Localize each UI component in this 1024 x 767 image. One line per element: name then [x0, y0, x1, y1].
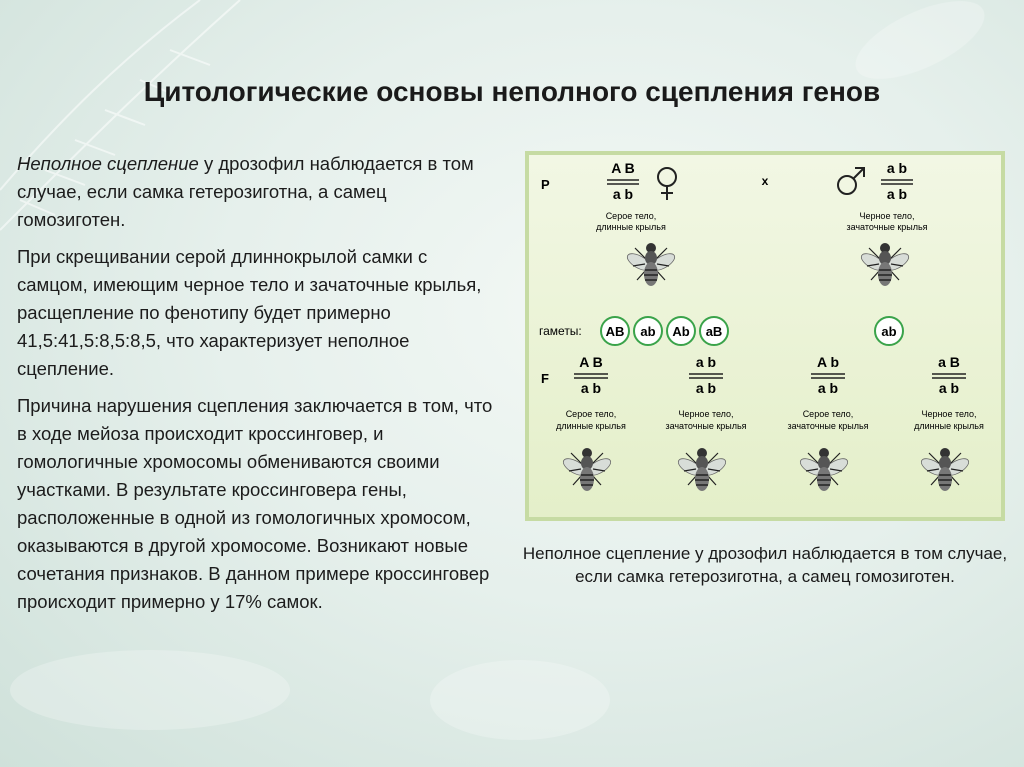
term-incomplete-linkage: Неполное сцепление	[17, 153, 199, 174]
offspring-phenotype-2: длинные крылья	[556, 421, 626, 431]
female-fly-icon	[625, 243, 678, 286]
offspring-fly-icon	[676, 448, 729, 491]
male-fly-icon	[859, 243, 912, 286]
cross-symbol: x	[761, 174, 769, 188]
male-phenotype-2: зачаточные крылья	[846, 222, 928, 232]
offspring-phenotype-1: Черное тело,	[678, 409, 734, 419]
male-symbol-icon	[838, 168, 864, 194]
offspring-phenotype-2: длинные крылья	[914, 421, 984, 431]
male-genotype-bottom: a b	[886, 186, 908, 202]
male-genotype-top: a b	[886, 160, 908, 176]
female-genotype-top: A B	[611, 160, 635, 176]
body-text	[17, 150, 497, 625]
offspring-genotype-top: A B	[579, 354, 603, 370]
page-title: Цитологические основы неполного сцепления генов	[143, 76, 881, 107]
p-generation-label: P	[541, 177, 550, 192]
female-phenotype-1: Серое тело,	[605, 211, 657, 221]
offspring-genotype-bottom: a b	[938, 380, 960, 396]
offspring-phenotype-1: Серое тело,	[802, 409, 854, 419]
diagram-caption: Неполное сцепление у дрозофил наблюдается в том случае, если самка гетерозиготна, а самец гомозиготен.	[522, 544, 1008, 586]
f-generation-label: F	[541, 371, 549, 386]
male-gametes	[875, 317, 903, 345]
offspring-fly-icon	[798, 448, 851, 491]
offspring-genotype-top: a B	[938, 354, 960, 370]
gamete-label: AB	[605, 324, 625, 339]
paragraph-1	[17, 150, 497, 234]
female-gametes	[601, 317, 728, 345]
gamete-label: Ab	[672, 324, 690, 339]
male-phenotype-1: Черное тело,	[859, 211, 915, 221]
gametes-label: гаметы:	[539, 324, 582, 338]
offspring-genotype-top: a b	[695, 354, 717, 370]
offspring-fly-icon	[919, 448, 972, 491]
offspring-fly-icon	[561, 448, 614, 491]
offspring-phenotype-1: Черное тело,	[921, 409, 977, 419]
female-phenotype-2: длинные крылья	[596, 222, 666, 232]
female-genotype-bottom: a b	[612, 186, 634, 202]
offspring-genotype-bottom: a b	[580, 380, 602, 396]
paragraph-3: Причина нарушения сцепления заключается в том, что в ходе мейоза происходит кроссинговер, и гомологичные хромосомы обмениваются своими участками. В результате кроссинговера гены, расположенные в одной из гомологичных хромосом, оказываются в другой хромосоме. Возникают новые сочетания признаков. В данном примере кроссинговер происходит примерно у 17% самок.	[17, 395, 493, 612]
offspring-phenotype-2: зачаточные крылья	[665, 421, 747, 431]
paragraph-2: При скрещивании серой длиннокрылой самки с самцом, имеющим черное тело и зачаточные крылья, расщепление по фенотипу будет примерно 41,5:41,5:8,5:8,5, что характеризует неполное сцепление.	[17, 246, 482, 379]
gamete-label: ab	[640, 324, 656, 339]
cross-diagram	[529, 155, 1001, 517]
offspring-genotype-top: A b	[816, 354, 840, 370]
female-symbol-icon	[658, 168, 676, 200]
paragraph-1-rest: у дрозофил наблюдается в том случае, если самка гетерозиготна, а самец гомозиготен.	[17, 153, 474, 230]
gamete-label: ab	[881, 324, 897, 339]
offspring-genotype-bottom: a b	[817, 380, 839, 396]
cross-diagram-panel	[525, 151, 1005, 521]
offspring-phenotype-2: зачаточные крылья	[787, 421, 869, 431]
gamete-label: aB	[705, 324, 723, 339]
offspring-phenotype-1: Серое тело,	[565, 409, 617, 419]
offspring-genotype-bottom: a b	[695, 380, 717, 396]
offspring-row	[556, 354, 984, 491]
